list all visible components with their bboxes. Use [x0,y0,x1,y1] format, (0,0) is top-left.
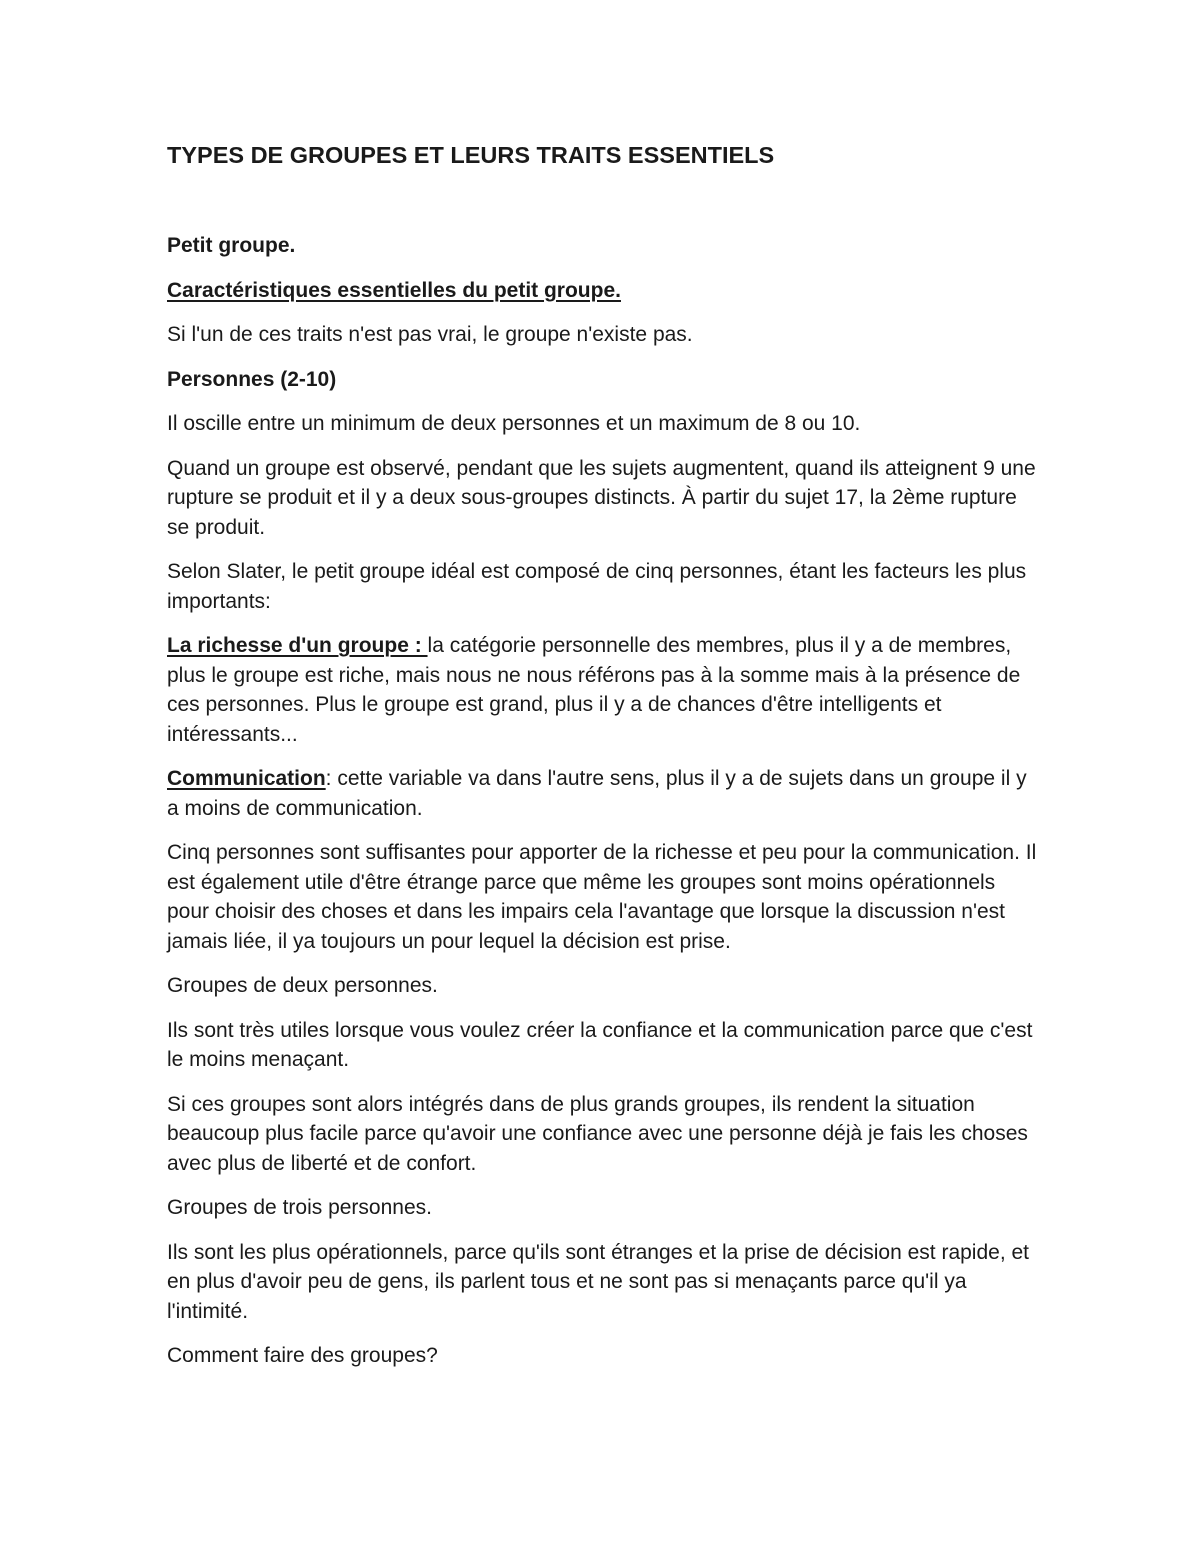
heading-caracteristiques: Caractéristiques essentielles du petit groupe. [167,278,621,302]
heading-personnes: Personnes (2-10) [167,367,337,391]
communication-label: Communication [167,767,326,790]
paragraph-deux-heading: Groupes de deux personnes. [167,974,438,997]
document-page [167,140,1037,1386]
paragraph-oscille: Il oscille entre un minimum de deux personnes et un maximum de 8 ou 10. [167,412,861,435]
document-title: TYPES DE GROUPES ET LEURS TRAITS ESSENTIELS [167,142,775,168]
paragraph-trois-heading: Groupes de trois personnes. [167,1196,432,1219]
paragraph-quand: Quand un groupe est observé, pendant que les sujets augmentent, quand ils atteignent 9 une rupture se produit et il y a deux sous-groupes distincts. À partir du sujet 17, la 2ème rupture se produit. [167,456,1036,539]
paragraph-deux-text: Ils sont très utiles lorsque vous voulez créer la confiance et la communication parce que c'est le moins menaçant. [167,1018,1033,1071]
paragraph-communication [167,764,1037,823]
communication-text: : cette variable va dans l'autre sens, plus il y a de sujets dans un groupe il y a moins de communication. [167,767,1027,820]
paragraph-comment: Comment faire des groupes? [167,1344,438,1367]
paragraph-slater: Selon Slater, le petit groupe idéal est composé de cinq personnes, étant les facteurs les plus importants: [167,560,1027,613]
richesse-label: La richesse d'un groupe : [167,634,428,657]
paragraph-integres: Si ces groupes sont alors intégrés dans de plus grands groupes, ils rendent la situation beaucoup plus facile parce qu'avoir une confiance avec une personne déjà je fais les choses avec plus de liberté et de confort. [167,1092,1028,1175]
paragraph-cinq: Cinq personnes sont suffisantes pour apporter de la richesse et peu pour la communication. Il est également utile d'être étrange parce que même les groupes sont moins opérationnels pour choisir des choses et dans les impairs cela l'avantage que lorsque la discussion n'est jamais liée, il ya toujours un pour lequel la décision est prise. [167,841,1037,953]
richesse-text: la catégorie personnelle des membres, plus il y a de membres, plus le groupe est riche, mais nous ne nous référons pas à la somme mais à la présence de ces personnes. Plus le groupe est grand, plus il y a de chances d'être intelligents et intéressants... [167,634,1021,746]
paragraph-si-un: Si l'un de ces traits n'est pas vrai, le groupe n'existe pas. [167,323,693,346]
paragraph-trois-text: Ils sont les plus opérationnels, parce qu'ils sont étranges et la prise de décision est rapide, et en plus d'avoir peu de gens, ils parlent tous et ne sont pas si menaçants parce qu'il ya l'intimité. [167,1240,1030,1323]
paragraph-richesse [167,631,1037,749]
heading-petit-groupe: Petit groupe. [167,234,296,257]
